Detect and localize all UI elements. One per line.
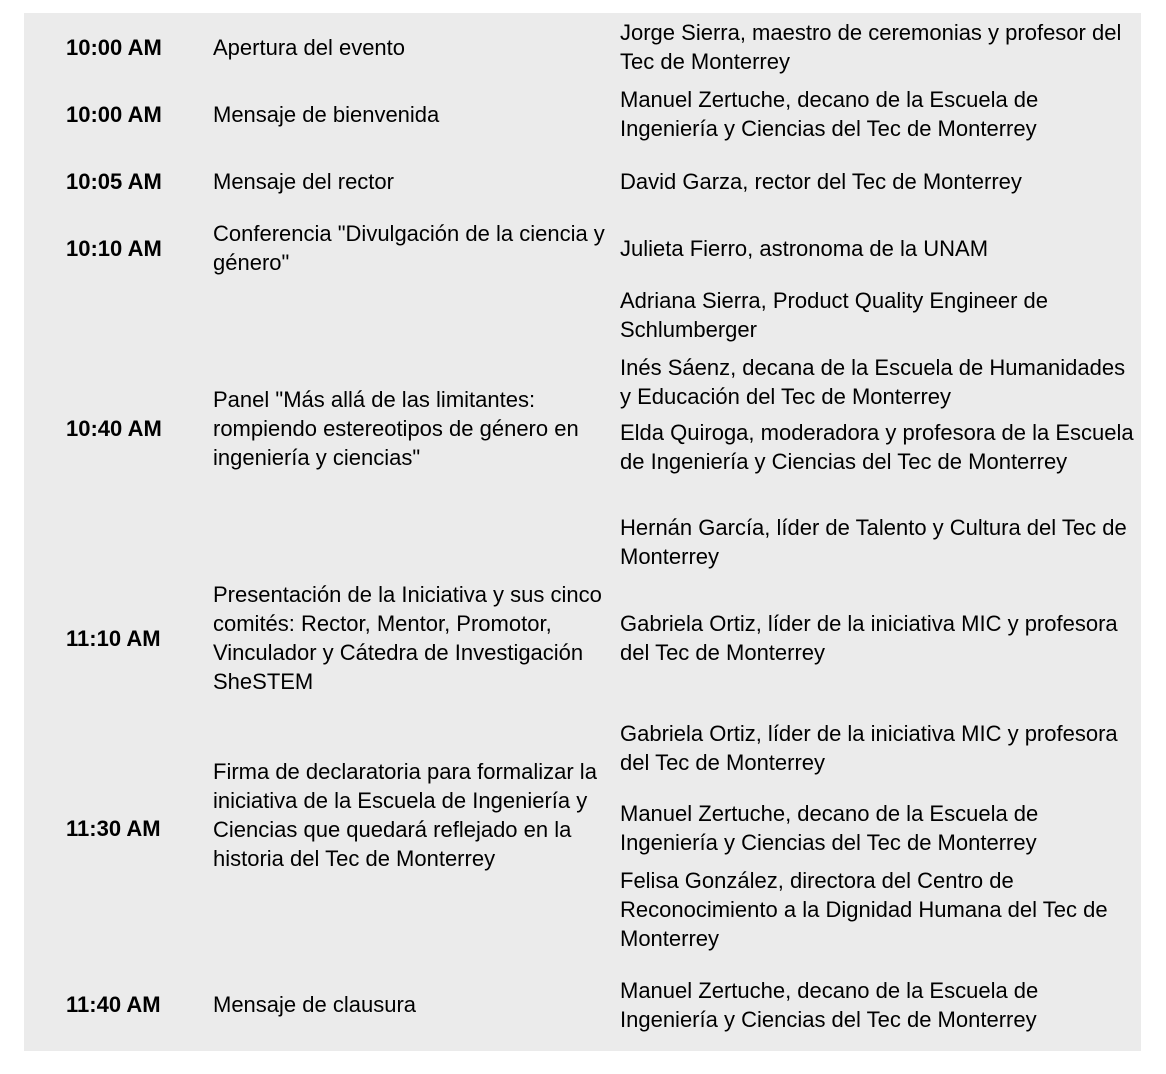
speaker-cell: Manuel Zertuche, decano de la Escuela de Ingeniería y Ciencias del Tec de Monterrey — [620, 801, 1039, 855]
speaker-cell: Manuel Zertuche, decano de la Escuela de Ingeniería y Ciencias del Tec de Monterrey — [620, 978, 1039, 1032]
speaker-cell: Hernán García, líder de Talento y Cultura del Tec de Monterrey — [620, 515, 1127, 569]
speaker-cell: Manuel Zertuche, decano de la Escuela de Ingeniería y Ciencias del Tec de Monterrey — [620, 87, 1039, 141]
time-cell: 10:00 AM — [66, 102, 162, 127]
agenda-table — [24, 13, 1141, 1051]
time-cell: 11:40 AM — [66, 992, 161, 1017]
speaker-cell: Jorge Sierra, maestro de ceremonias y profesor del Tec de Monterrey — [620, 20, 1122, 74]
speaker-cell: Gabriela Ortiz, líder de la iniciativa MIC y profesora del Tec de Monterrey — [620, 721, 1118, 775]
activity-cell: Firma de declaratoria para formalizar la iniciativa de la Escuela de Ingeniería y Ciencias que quedará reflejado en la historia del Tec de Monterrey — [213, 759, 597, 871]
speaker-cell: Felisa González, directora del Centro de Reconocimiento a la Dignidad Humana del Tec de Monterrey — [620, 868, 1108, 951]
activity-cell: Apertura del evento — [213, 35, 406, 60]
time-cell: 10:00 AM — [66, 35, 162, 60]
speaker-cell: Adriana Sierra, Product Quality Engineer de Schlumberger — [620, 288, 1049, 342]
time-cell: 10:40 AM — [66, 416, 162, 441]
time-cell: 10:10 AM — [66, 236, 162, 261]
activity-cell: Mensaje de bienvenida — [213, 102, 440, 127]
activity-cell: Mensaje del rector — [213, 169, 394, 194]
activity-cell: Presentación de la Iniciativa y sus cinco comités: Rector, Mentor, Promotor, Vinculador y Cátedra de Investigación SheSTEM — [213, 582, 602, 694]
activity-cell: Conferencia "Divulgación de la ciencia y género" — [213, 221, 605, 275]
speaker-cell: Inés Sáenz, decana de la Escuela de Humanidades y Educación del Tec de Monterrey — [620, 355, 1126, 409]
speaker-cell: David Garza, rector del Tec de Monterrey — [620, 169, 1022, 194]
speaker-cell: Elda Quiroga, moderadora y profesora de la Escuela de Ingeniería y Ciencias del Tec de Monterrey — [620, 420, 1134, 474]
speaker-cell: Julieta Fierro, astronoma de la UNAM — [620, 236, 989, 261]
time-cell: 10:05 AM — [66, 169, 162, 194]
activity-cell: Mensaje de clausura — [213, 992, 417, 1017]
activity-cell: Panel "Más allá de las limitantes: rompiendo estereotipos de género en ingeniería y ciencias" — [213, 387, 579, 470]
speaker-cell: Gabriela Ortiz, líder de la iniciativa MIC y profesora del Tec de Monterrey — [620, 611, 1118, 665]
time-cell: 11:10 AM — [66, 626, 161, 651]
time-cell: 11:30 AM — [66, 816, 161, 841]
